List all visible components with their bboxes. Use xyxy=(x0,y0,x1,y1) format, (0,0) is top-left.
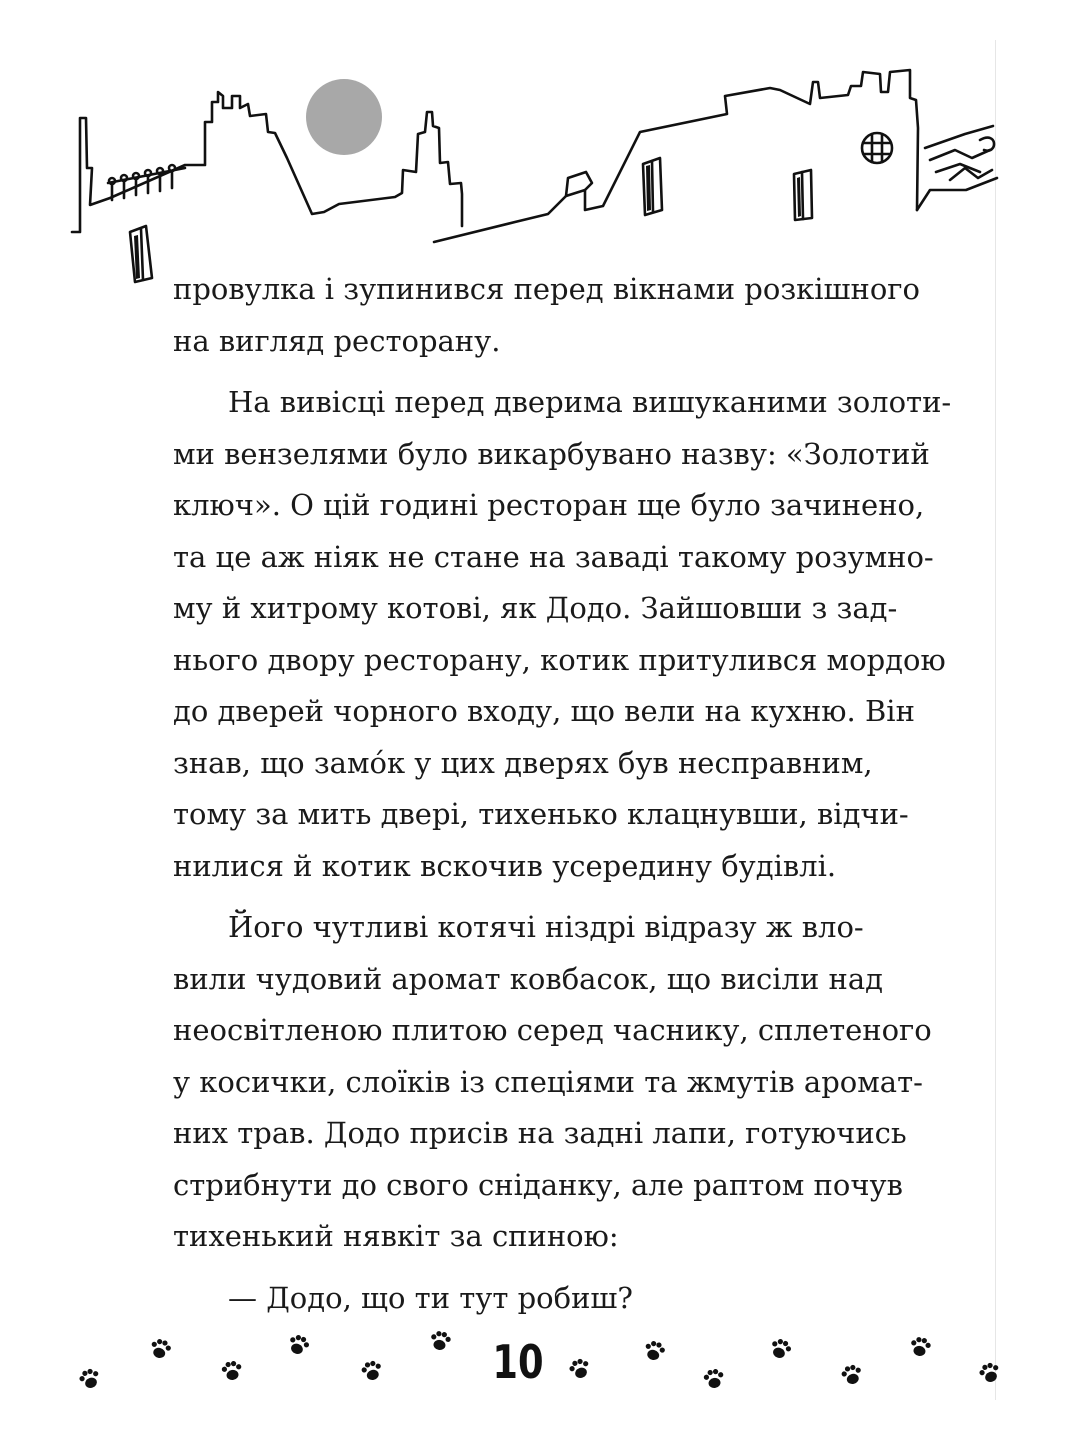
paw-icon xyxy=(149,1337,173,1360)
paw-icon xyxy=(909,1336,932,1358)
text-line: неосвітленою плитою серед часнику, сплетеного xyxy=(173,1013,932,1047)
moon-icon xyxy=(306,79,382,155)
paragraph-first-line: На вивісці перед дверима вишуканими золоти- xyxy=(228,385,952,419)
paw-icon xyxy=(567,1357,592,1381)
paw-icon xyxy=(768,1337,793,1361)
body-text xyxy=(173,264,952,1324)
text-line: му й хитрому котові, як Додо. Зайшовши з зад- xyxy=(173,591,898,625)
dialogue-line: — Додо, що ти тут робиш? xyxy=(228,1280,633,1315)
text-line: них трав. Додо присів на задні лапи, готуючись xyxy=(173,1116,907,1150)
paw-icon xyxy=(77,1367,102,1391)
paw-icon xyxy=(360,1359,384,1382)
paw-icon xyxy=(977,1361,1002,1385)
text-line: тихенький нявкіт за спиною: xyxy=(173,1219,619,1253)
text-line: знав, що замо́к у цих дверях був несправним, xyxy=(173,745,873,780)
text-line: вили чудовий аромат ковбасок, що висіли над xyxy=(173,961,883,996)
text-line: до дверей чорного входу, що вели на кухню. Він xyxy=(173,694,915,728)
rooftops-illustration xyxy=(0,0,1080,300)
text-line: на вигляд ресторану. xyxy=(173,323,501,358)
paw-icon xyxy=(286,1333,311,1357)
paw-icon xyxy=(643,1339,667,1362)
text-line: нилися й котик вскочив усередину будівлі. xyxy=(173,848,837,883)
paw-icon xyxy=(840,1363,864,1386)
page-number: 10 xyxy=(492,1335,544,1389)
text-line: провулка і зупинився перед вікнами розкішного xyxy=(173,272,920,306)
text-line: та це аж ніяк не стане на заваді такому розумно- xyxy=(173,539,934,574)
text-line: тому за мить двері, тихенько клацнувши, відчи- xyxy=(173,797,909,831)
paw-icon xyxy=(703,1368,726,1390)
text-line: стрибнути до свого сніданку, але раптом почув xyxy=(173,1167,903,1202)
text-line: ми вензелями було викарбувано назву: «Золотий xyxy=(173,436,930,471)
paragraph-first-line: Його чутливі котячі ніздрі відразу ж вло- xyxy=(228,910,864,944)
text-line: нього двору ресторану, котик притулився мордою xyxy=(173,642,946,677)
text-line: ключ». О цій годині ресторан ще було зачинено, xyxy=(173,488,925,522)
paw-icon xyxy=(221,1360,244,1382)
paw-icon xyxy=(429,1330,452,1352)
text-line: у косички, слоїків із спеціями та жмутів аромат- xyxy=(173,1064,923,1099)
